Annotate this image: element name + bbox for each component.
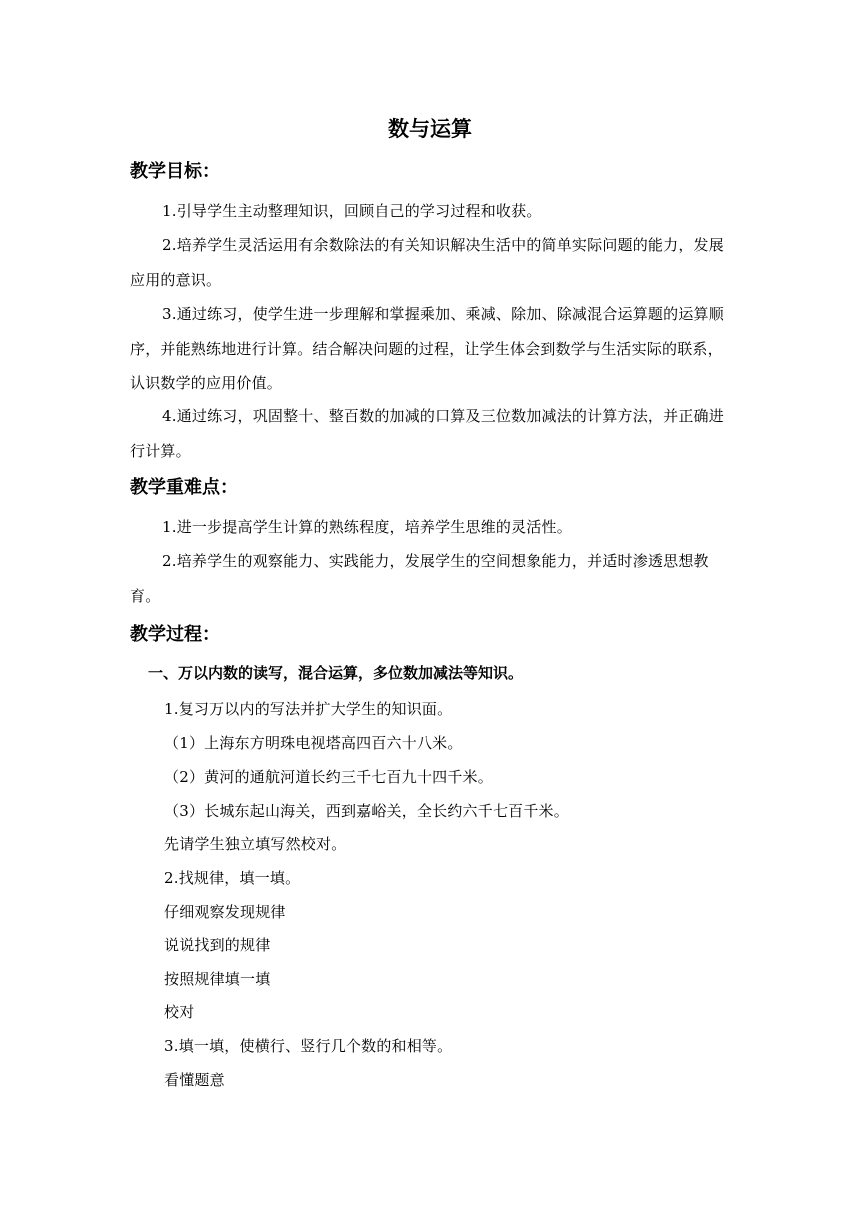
process-line-6: 2.找规律，填一填。 — [164, 869, 301, 887]
goals-heading: 教学目标： — [130, 161, 220, 182]
goal-item-2: 2.培养学生灵活运用有余数除法的有关知识解决生活中的简单实际问题的能力，发展应用的意识。 — [130, 236, 724, 289]
key-point-item-1: 1.进一步提高学生计算的熟练程度，培养学生思维的灵活性。 — [162, 518, 572, 536]
process-line-11: 3.填一填，使横行、竖行几个数的和相等。 — [164, 1037, 453, 1055]
process-line-5: 先请学生独立填写然校对。 — [164, 835, 347, 853]
process-line-8: 说说找到的规律 — [164, 936, 271, 954]
document-title: 数与运算 — [388, 117, 472, 141]
key-points-heading: 教学重难点： — [130, 477, 238, 498]
goal-item-3: 3.通过练习，使学生进一步理解和掌握乘加、乘减、除加、除减混合运算题的运算顺序，并能熟练地进行计算。结合解决问题的过程，让学生体会到数学与生活实际的联系，认识数学的应用价值。 — [130, 305, 724, 392]
process-subheading: 一、万以内数的读写，混合运算，多位数加减法等知识。 — [148, 664, 524, 682]
key-point-item-2: 2.培养学生的观察能力、实践能力，发展学生的空间想象能力，并适时渗透思想教育。 — [130, 552, 709, 605]
process-line-10: 校对 — [164, 1003, 195, 1021]
goal-item-1: 1.引导学生主动整理知识，回顾自己的学习过程和收获。 — [162, 202, 542, 220]
process-line-3: （2）黄河的通航河道长约三千七百九十四千米。 — [164, 768, 493, 786]
process-line-9: 按照规律填一填 — [164, 970, 271, 988]
goal-item-4: 4.通过练习，巩固整十、整百数的加减的口算及三位数加减法的计算方法，并正确进行计算。 — [130, 407, 724, 460]
process-heading: 教学过程： — [130, 624, 220, 645]
process-line-12: 看懂题意 — [164, 1071, 225, 1089]
process-line-2: （1）上海东方明珠电视塔高四百六十八米。 — [164, 734, 463, 752]
process-line-4: （3）长城东起山海关，西到嘉峪关，全长约六千七百千米。 — [164, 802, 569, 820]
process-line-1: 1.复习万以内的写法并扩大学生的知识面。 — [164, 700, 453, 718]
process-line-7: 仔细观察发现规律 — [164, 903, 286, 921]
